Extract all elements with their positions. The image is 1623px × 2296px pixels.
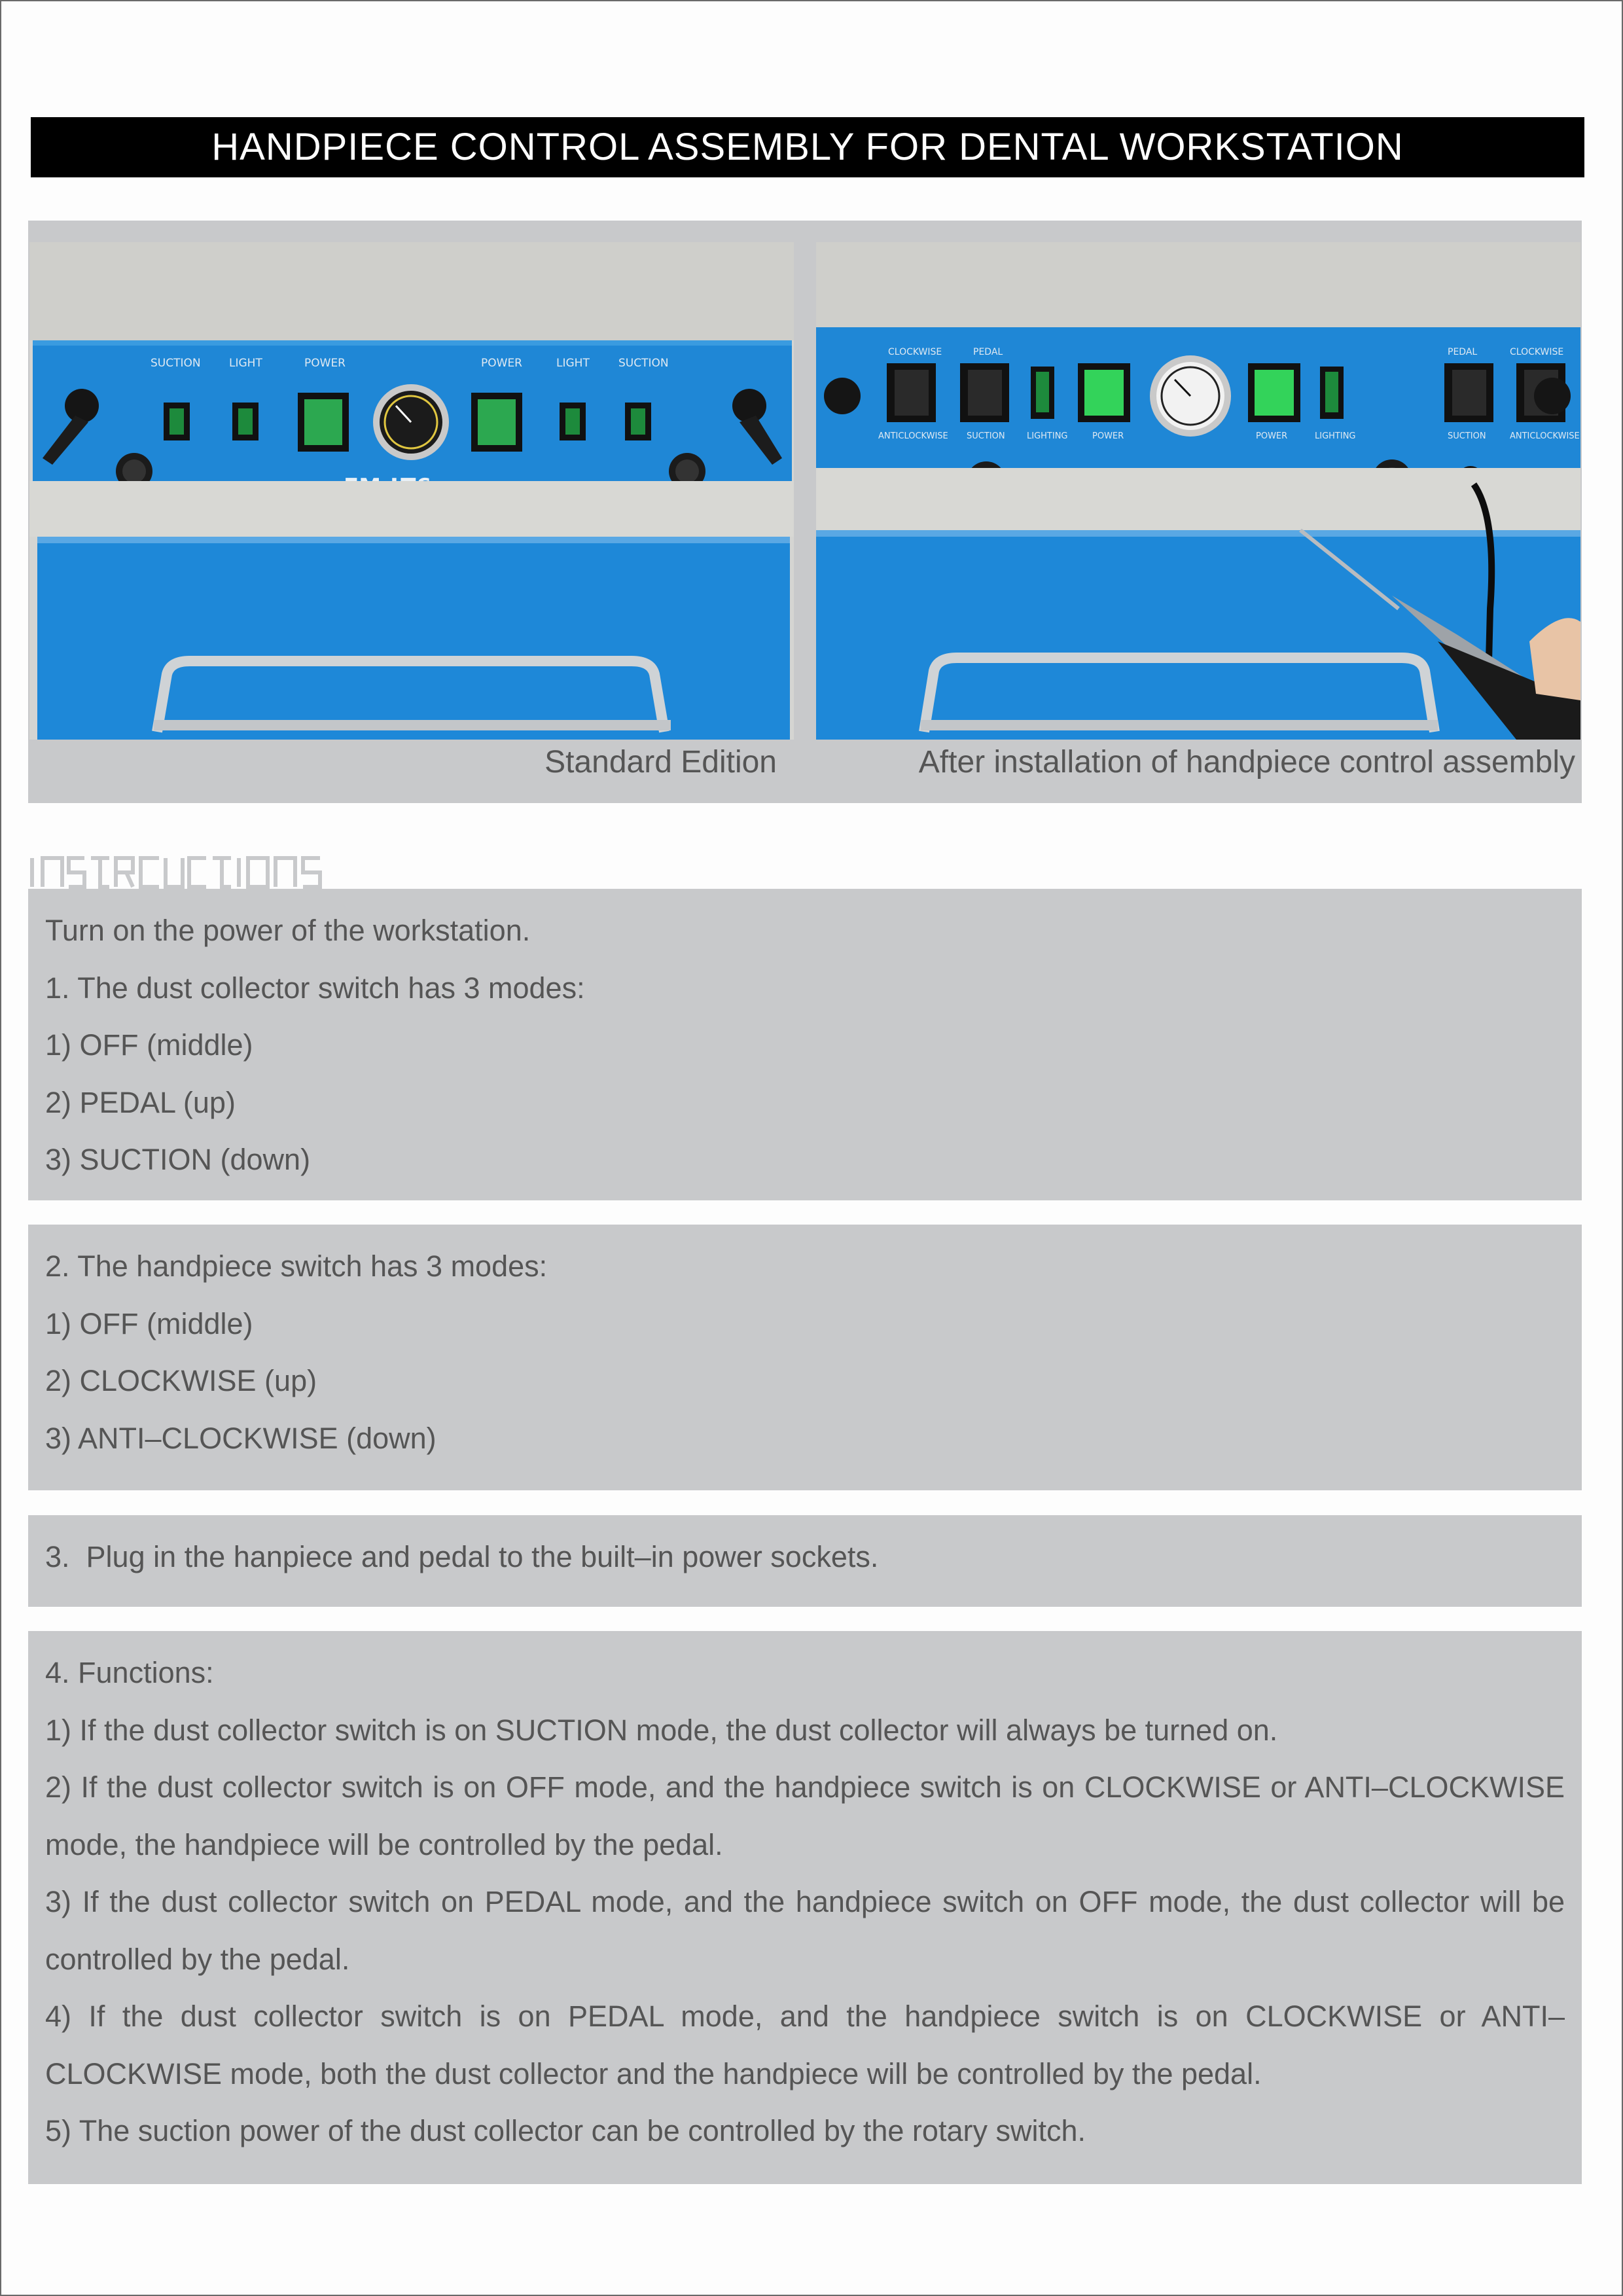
instruction-line: 2) PEDAL (up)	[45, 1085, 236, 1119]
instruction-line: 4. Functions:	[45, 1656, 214, 1689]
panel-label: ANTICLOCKWISE	[1510, 431, 1580, 441]
instruction-line: Turn on the power of the workstation.	[45, 914, 531, 947]
instruction-line: 3) ANTI–CLOCKWISE (down)	[45, 1421, 437, 1455]
panel-label: PEDAL	[1448, 347, 1478, 357]
panel-label: POWER	[1256, 431, 1288, 441]
standard-edition-caption: Standard Edition	[544, 745, 777, 780]
panel-label: LIGHTING	[1027, 431, 1068, 441]
panel-label: POWER	[304, 357, 346, 370]
instruction-line: 1. The dust collector switch has 3 modes:	[45, 971, 585, 1005]
instruction-box-sockets	[28, 1515, 1582, 1607]
instruction-line: 5) The suction power of the dust collector can be controlled by the rotary switch.	[45, 2114, 1086, 2147]
upgraded-edition-caption: After installation of handpiece control assembly	[918, 745, 1575, 780]
instruction-line: 1) OFF (middle)	[45, 1306, 253, 1340]
standard-edition-photo	[29, 242, 794, 740]
panel-label: SUCTION	[151, 357, 201, 370]
panel-label: LIGHT	[556, 357, 590, 370]
instruction-line: 1) If the dust collector switch is on SUCTION mode, the dust collector will always be turned on.	[45, 1713, 1278, 1747]
instruction-line: 1) OFF (middle)	[45, 1028, 253, 1062]
panel-label: CLOCKWISE	[1510, 347, 1564, 357]
upgraded-edition-photo	[816, 242, 1580, 740]
panel-label: SUCTION	[1448, 431, 1486, 441]
page-title: HANDPIECE CONTROL ASSEMBLY FOR DENTAL WORKSTATION	[31, 117, 1584, 177]
panel-label: CLOCKWISE	[888, 347, 942, 357]
photo-comparison-panel	[28, 221, 1582, 803]
instruction-line: 3) If the dust collector switch on PEDAL mode, and the handpiece switch on OFF mode, the dust collector will be controlled by the pedal.	[45, 1885, 1565, 1976]
panel-label: SUCTION	[967, 431, 1005, 441]
panel-label: LIGHT	[229, 357, 262, 370]
instruction-line: 2. The handpiece switch has 3 modes:	[45, 1249, 548, 1283]
instruction-line: 4) If the dust collector switch is on PEDAL mode, and the handpiece switch is on CLOCKWISE or ANTI–CLOCKWISE mode, both the dust collector and the handpiece will be controlled by the pedal.	[45, 2000, 1565, 2090]
instruction-line: 2) CLOCKWISE (up)	[45, 1364, 317, 1397]
instruction-box-handpiece-switch	[28, 1225, 1582, 1490]
panel-label: POWER	[1092, 431, 1124, 441]
instruction-box-dust-collector	[28, 889, 1582, 1200]
instruction-line: 2) If the dust collector switch is on OFF mode, and the handpiece switch is on CLOCKWISE or ANTI–CLOCKWISE mode, the handpiece will be controlled by the pedal.	[45, 1770, 1565, 1861]
panel-label: PEDAL	[973, 347, 1003, 357]
instructions-heading	[28, 853, 395, 891]
panel-label: POWER	[481, 357, 522, 370]
instruction-line: 3. Plug in the hanpiece and pedal to the built–in power sockets.	[45, 1540, 879, 1573]
instruction-line: 3) SUCTION (down)	[45, 1143, 311, 1176]
panel-label: ANTICLOCKWISE	[878, 431, 948, 441]
panel-label: LIGHTING	[1315, 431, 1356, 441]
instruction-box-functions	[28, 1631, 1582, 2184]
panel-label: SUCTION	[618, 357, 669, 370]
